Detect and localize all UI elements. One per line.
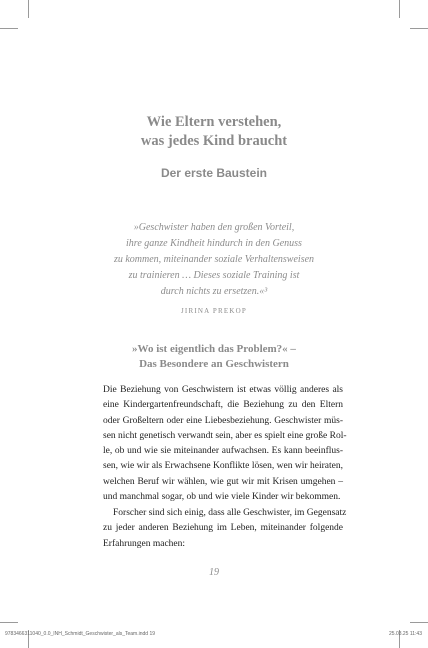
page-number: 19 [209, 567, 219, 578]
chapter-title-line: Wie Eltern verstehen, [146, 114, 282, 130]
section-heading-line: Das Besondere an Geschwistern [139, 358, 289, 370]
epigraph-line: »Geschwister haben den großen Vorteil, [133, 222, 295, 233]
chapter-subtitle: Der erste Baustein [160, 166, 268, 180]
text-line: Forscher sind sich einig, dass alle Geschwister, im Gegensatz [113, 508, 347, 518]
text-line: sen nicht genetisch verwandt sein, aber es spielt eine große Rol- [103, 430, 347, 441]
text-line: Erfahrungen machen: [103, 538, 186, 549]
crop-mark [410, 28, 428, 29]
body-paragraph [103, 383, 347, 505]
text-line: oder Großeltern oder eine Liebesbeziehung. Geschwister müs- [103, 415, 343, 426]
chapter-title-line: was jedes Kind braucht [140, 133, 288, 149]
text-line: sen, wie wir als Erwachsene Konflikte lösen, wen wir heiraten, [103, 461, 343, 472]
text-line: Die Beziehung von Geschwistern ist etwas völlig anderes als [103, 385, 343, 395]
epigraph-line: durch nichts zu ersetzen.«³ [160, 286, 268, 297]
crop-mark [0, 622, 18, 623]
text-line: zu jeder anderen Beziehung im Leben, miteinander folgende [103, 523, 343, 534]
epigraph-line: ihre ganze Kindheit hindurch in den Genuss [126, 238, 302, 249]
section-heading-line: »Wo ist eigentlich das Problem?« – [132, 343, 296, 355]
text-line: und manchmal sogar, ob und wie viele Kinder wir bekommen. [103, 492, 341, 503]
epigraph-quote [0, 220, 428, 300]
crop-mark [0, 28, 18, 29]
print-slug-timestamp: 25.03.25 11:43 [389, 631, 422, 637]
body-paragraph [103, 506, 347, 552]
epigraph-line: zu kommen, miteinander soziale Verhaltensweisen [113, 254, 315, 265]
crop-mark [399, 0, 400, 18]
crop-mark [410, 622, 428, 623]
section-heading [0, 342, 428, 372]
print-slug-filename: 9783466311040_0.0_INH_Schmidt_Geschwister_als_Team.indd 19 [5, 631, 156, 637]
epigraph-author: JIRINA PREKOP [181, 307, 247, 315]
chapter-title [0, 113, 428, 151]
text-line: eine Kindergartenfreundschaft, die Beziehung zu den Eltern [103, 400, 343, 411]
crop-mark [28, 0, 29, 18]
text-line: welchen Beruf wir wählen, wie gut wir mit Krisen umgehen – [103, 476, 343, 487]
epigraph-line: zu trainieren … Dieses soziale Training ist [128, 270, 300, 281]
text-line: le, ob und wie sie miteinander aufwachsen. Es kann beeinflus- [103, 446, 343, 457]
